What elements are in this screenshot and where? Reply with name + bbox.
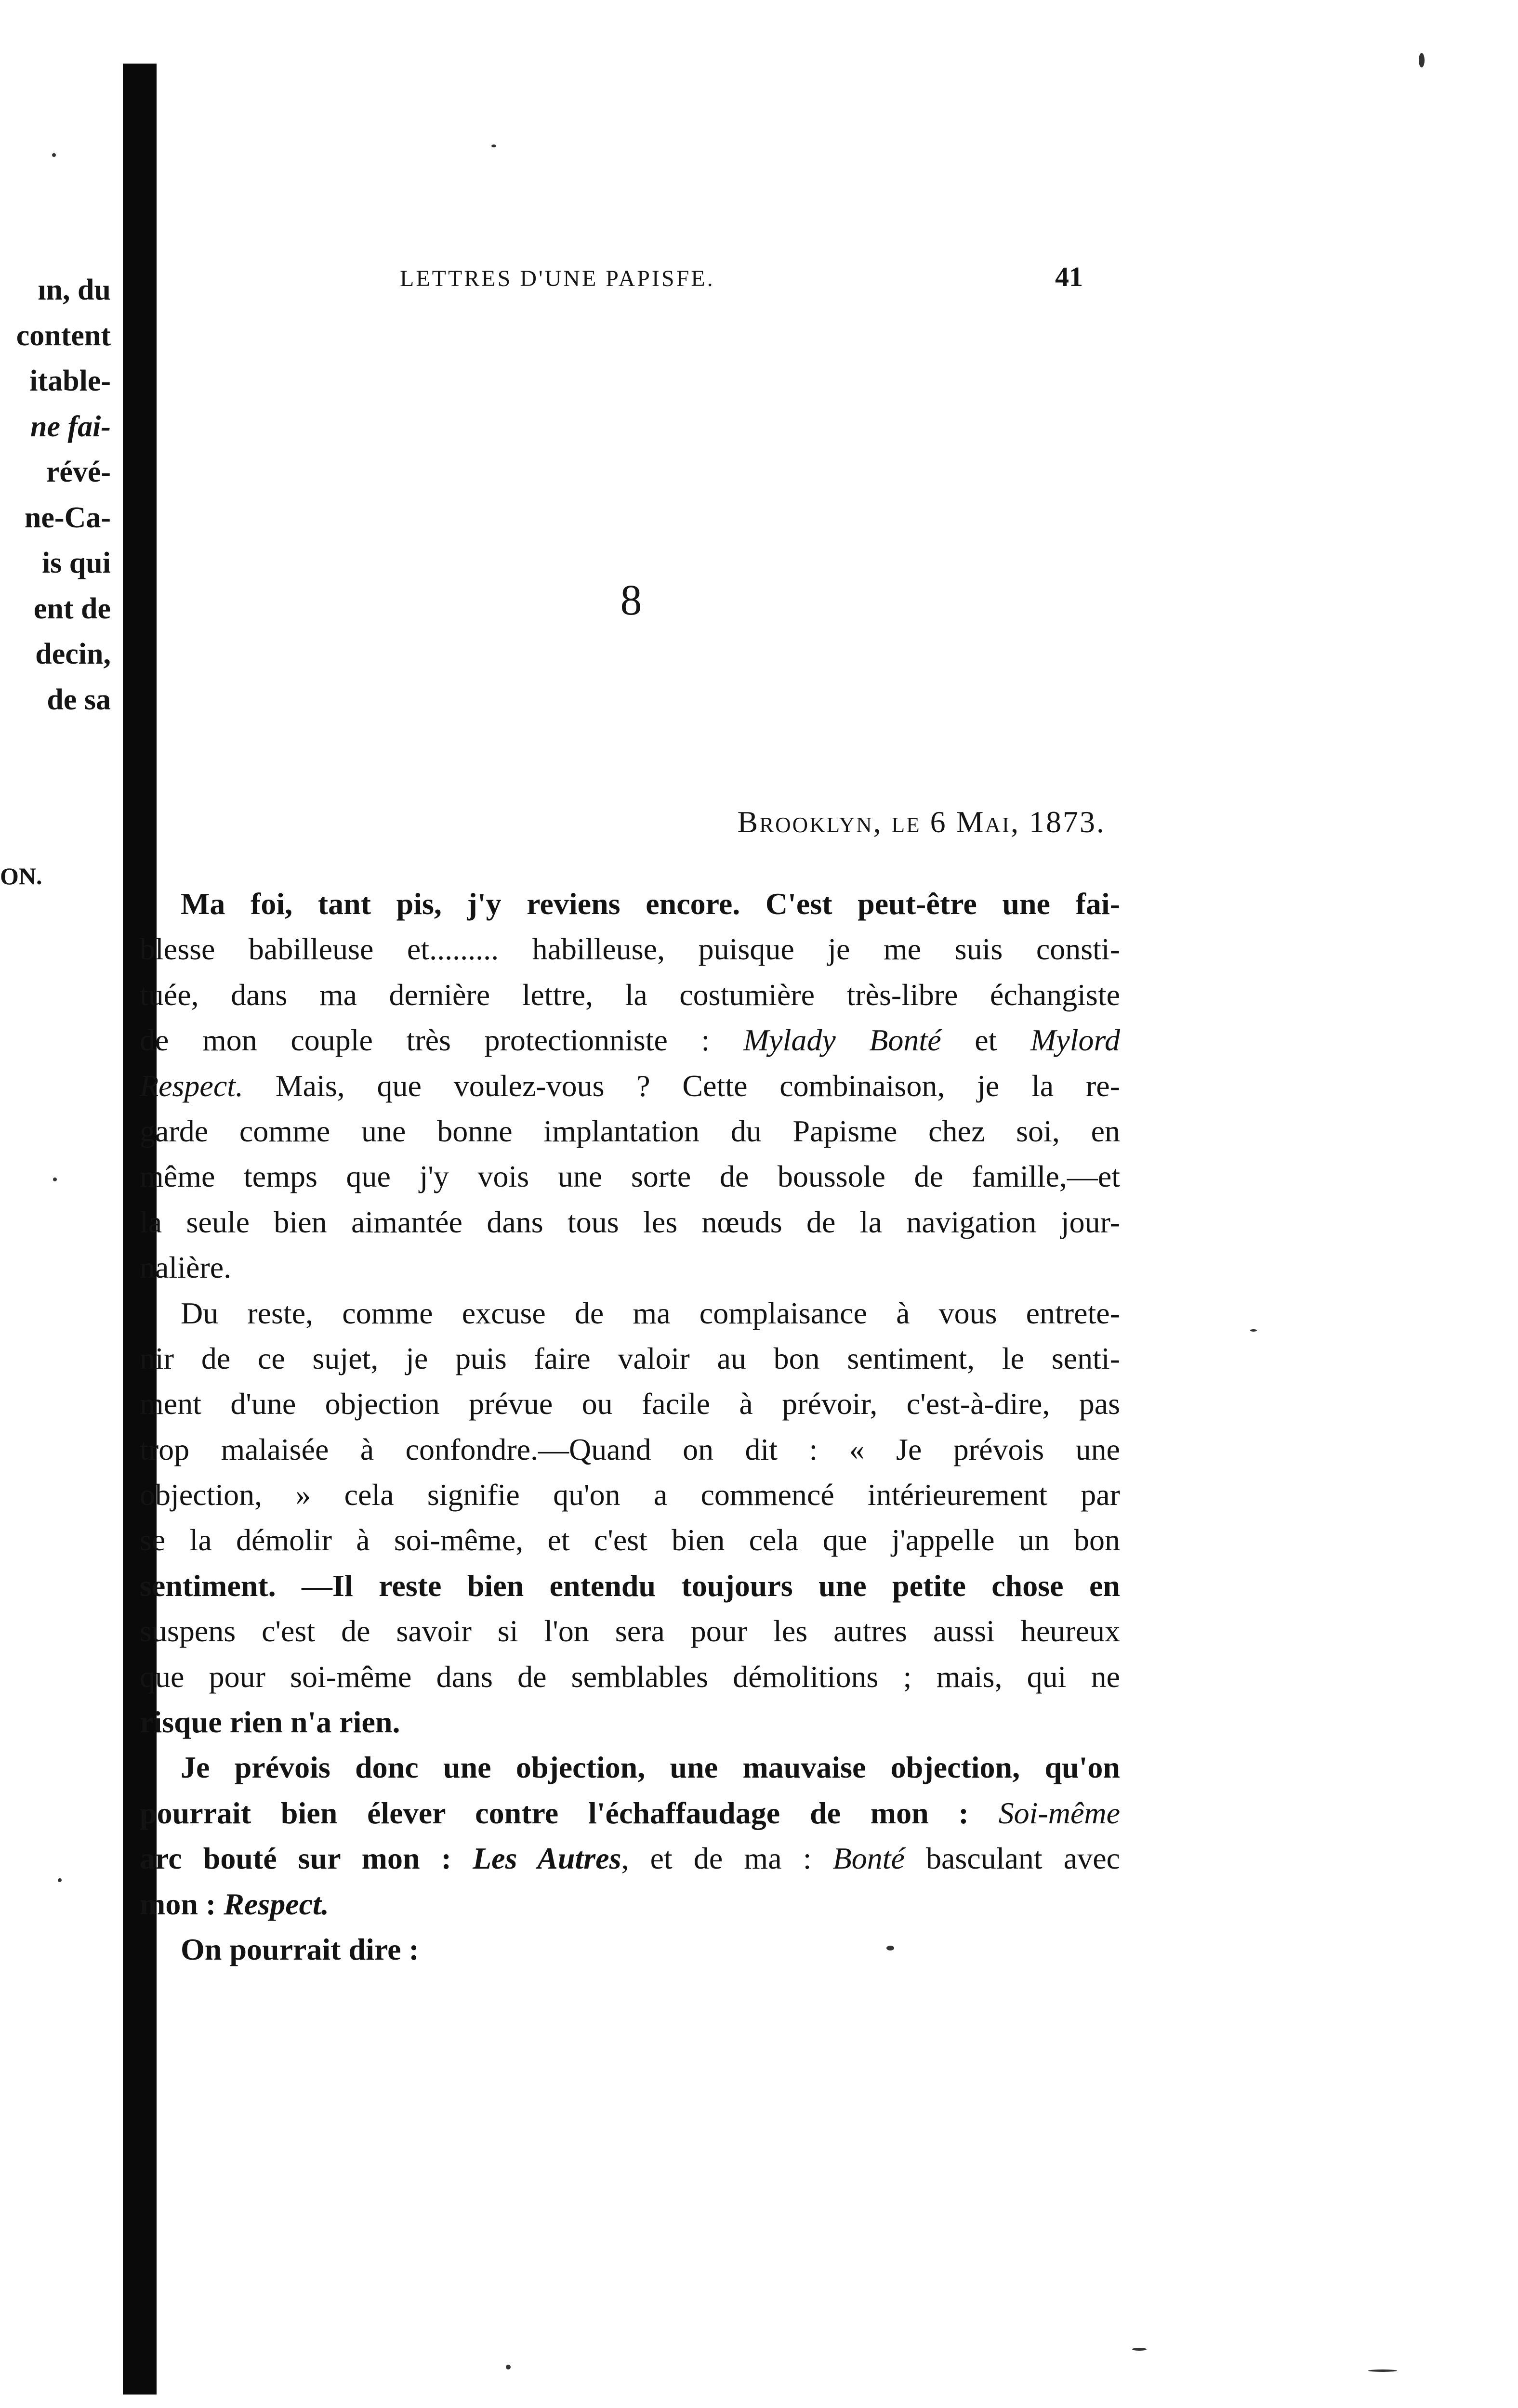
text-line: suspens c'est de savoir si l'on sera pour les autres aussi heureux xyxy=(140,1614,1120,1649)
facing-line: content xyxy=(16,319,111,352)
facing-signature-fragment: ON. xyxy=(0,863,42,890)
facing-line: itable- xyxy=(29,365,111,397)
text-line: pourrait bien élever contre l'échaffaudage de mon : Soi-même xyxy=(140,1795,1121,1830)
scan-speck xyxy=(491,144,496,147)
text-line: nir de ce sujet, je puis faire valoir au bon sentiment, le senti- xyxy=(140,1341,1120,1375)
facing-line: ın, du xyxy=(38,274,111,306)
running-title: LETTRES D'UNE PAPISFE. xyxy=(400,266,715,291)
scan-speck xyxy=(1250,1329,1257,1332)
text-line: tuée, dans ma dernière lettre, la costumière très-libre échangiste xyxy=(140,977,1120,1012)
facing-line: is qui xyxy=(41,547,111,579)
text-line: Respect. Mais, que voulez-vous ? Cette combinaison, je la re- xyxy=(140,1068,1121,1103)
scan-speck xyxy=(886,1946,894,1950)
scan-speck xyxy=(1419,53,1425,67)
facing-line: ent de xyxy=(33,592,111,625)
text-line: nalière. xyxy=(140,1250,232,1285)
text-line: blesse babilleuse et......... habilleuse, puisque je me suis consti- xyxy=(140,932,1120,967)
page-number: 41 xyxy=(1055,261,1083,292)
text-line: sentiment. —Il reste bien entendu toujours une petite chose en xyxy=(140,1568,1120,1603)
text-line: la seule bien aimantée dans tous les nœuds de la navigation jour- xyxy=(140,1204,1120,1239)
text-line: garde comme une bonne implantation du Papisme chez soi, en xyxy=(140,1113,1120,1148)
text-line: de mon couple très protectionniste : Mylady Bonté et Mylord xyxy=(140,1023,1121,1058)
text-line: Je prévois donc une objection, une mauvaise objection, qu'on xyxy=(181,1750,1120,1785)
text-line: On pourrait dire : xyxy=(181,1932,419,1966)
facing-line: decin, xyxy=(35,638,111,670)
facing-line: de sa xyxy=(47,683,111,716)
text-line: se la démolir à soi-même, et c'est bien cela que j'appelle un bon xyxy=(140,1523,1120,1557)
scan-speck xyxy=(1368,2369,1397,2372)
scan-speck xyxy=(58,1878,62,1882)
letter-number: 8 xyxy=(620,576,642,624)
dateline: Brooklyn, le 6 Mai, 1873. xyxy=(737,805,1106,839)
text-line: mon : Respect. xyxy=(140,1886,329,1921)
running-head xyxy=(159,262,1387,301)
text-line: Du reste, comme excuse de ma complaisance à vous entrete- xyxy=(181,1296,1120,1330)
text-line: Ma foi, tant pis, j'y reviens encore. C'est peut-être une fai- xyxy=(181,887,1120,921)
scan-speck xyxy=(53,1178,57,1181)
text-line: trop malaisée à confondre.—Quand on dit : « Je prévois une xyxy=(140,1432,1120,1466)
text-line: même temps que j'y vois une sorte de boussole de famille,—et xyxy=(140,1159,1120,1194)
letter-body xyxy=(140,881,1120,1972)
scan-speck xyxy=(506,2365,511,2369)
scan-speck xyxy=(52,153,56,157)
facing-page-fragment xyxy=(0,267,111,722)
facing-line: révé- xyxy=(46,456,111,488)
text-line: objection, » cela signifie qu'on a commencé intérieurement par xyxy=(140,1478,1120,1512)
scan-speck xyxy=(1132,2348,1147,2351)
text-line: que pour soi-même dans de semblables démolitions ; mais, qui ne xyxy=(140,1659,1120,1694)
text-line: risque rien n'a rien. xyxy=(140,1705,400,1740)
text-line: ment d'une objection prévue ou facile à prévoir, c'est-à-dire, pas xyxy=(140,1387,1120,1421)
facing-line: ne-Ca- xyxy=(24,501,111,534)
text-line: arc bouté sur mon : Les Autres, et de ma : Bonté basculant avec xyxy=(140,1841,1121,1876)
facing-line: ne fai- xyxy=(30,410,111,443)
